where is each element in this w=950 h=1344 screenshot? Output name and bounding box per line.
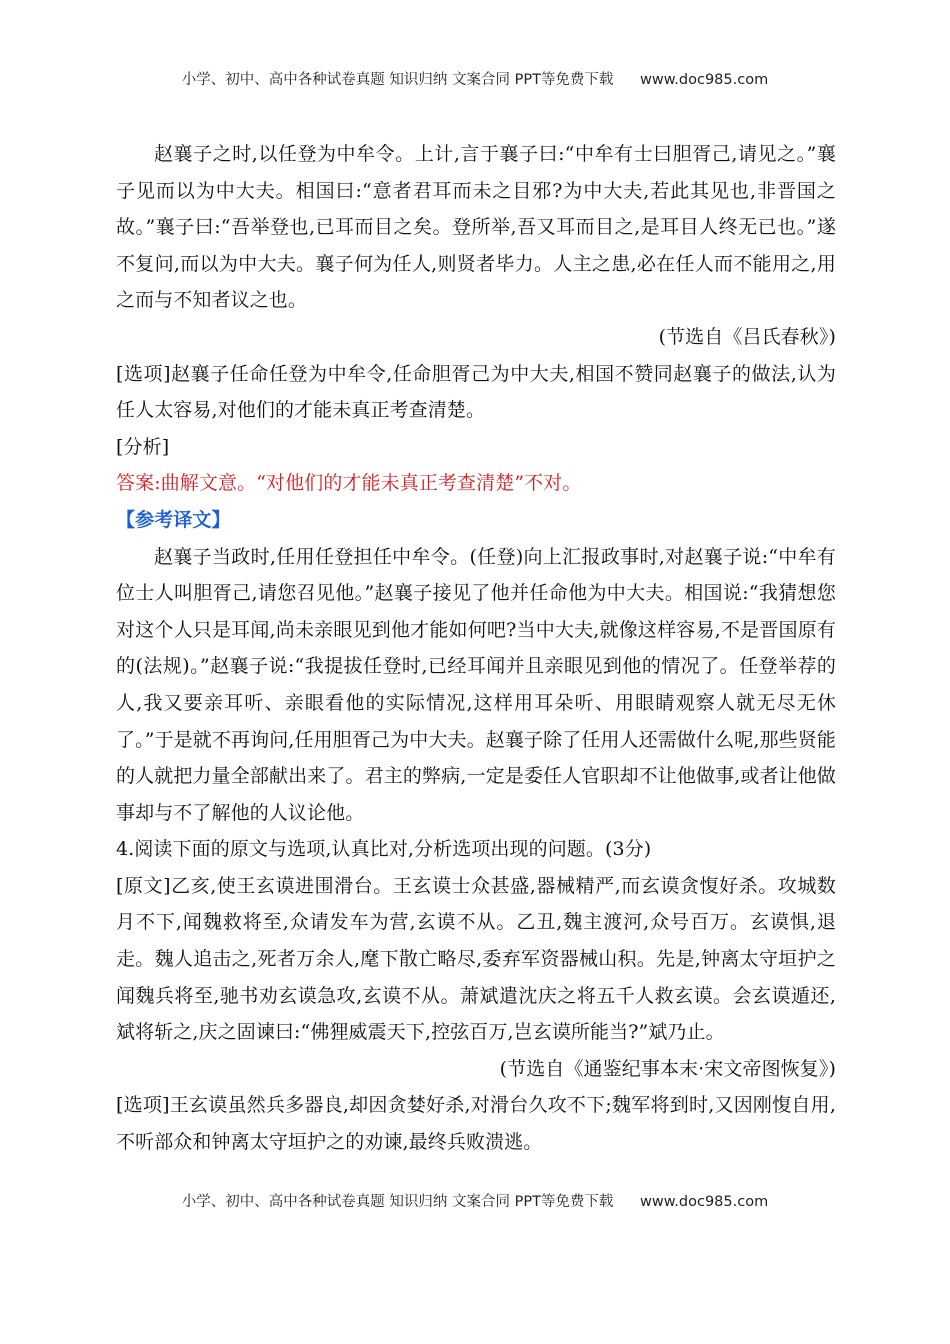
question-prompt: 4.阅读下面的原文与选项,认真比对,分析选项出现的问题。(3分) <box>116 838 652 861</box>
footer-text: 小学、初中、高中各种试卷真题 知识归纳 文案合同 PPT等免费下载 <box>181 1194 614 1210</box>
analysis-label: [分析] <box>116 435 170 458</box>
option-statement: [选项]赵襄子任命任登为中牟令,任命胆胥己为中大夫,相国不赞同赵襄子的做法,认为任人太容易,对他们的才能未真正考查清楚。 <box>116 362 836 422</box>
document-body <box>116 136 836 1161</box>
header-text: 小学、初中、高中各种试卷真题 知识归纳 文案合同 PPT等免费下载 <box>181 72 614 88</box>
footer-site-link[interactable]: www.doc985.com <box>640 1194 769 1210</box>
page-footer <box>0 1190 950 1211</box>
question-original-text: [原文]乙亥,使王玄谟进围滑台。王玄谟士众甚盛,器械精严,而玄谟贪愎好杀。攻城数月不下,闻魏救将至,众请发车为营,玄谟不从。乙丑,魏主渡河,众号百万。玄谟惧,退走。魏人追击之,死者万余人,麾下散亡略尽,委弃军资器械山积。先是,钟离太守垣护之闻魏兵将至,驰书劝玄谟急攻,玄谟不从。萧斌遣沈庆之将五千人救玄谟。会玄谟遁还,斌将斩之,庆之固谏曰:“佛狸威震天下,控弦百万,岂玄谟所能当?”斌乃止。 <box>116 874 836 1044</box>
page-header <box>0 68 950 89</box>
header-site-link[interactable]: www.doc985.com <box>640 72 769 88</box>
question-source: (节选自《通鉴纪事本末·宋文帝图恢复》) <box>499 1057 836 1080</box>
passage-original: 赵襄子之时,以任登为中牟令。上计,言于襄子曰:“中牟有士曰胆胥己,请见之。”襄子见而以为中大夫。相国曰:“意者君耳而未之目邪?为中大夫,若此其见也,非晋国之故。”襄子曰:“吾举登也,已耳而目之矣。登所举,吾又耳而目之,是耳目人终无已也。”遂不复问,而以为中大夫。襄子何为任人,则贤者毕力。人主之患,必在任人而不能用之,用之而与不知者议之也。 <box>116 143 836 312</box>
passage-source: (节选自《吕氏春秋》) <box>658 325 836 348</box>
question-option: [选项]王玄谟虽然兵多器良,却因贪婪好杀,对滑台久攻不下;魏军将到时,又因刚愎自用,不听部众和钟离太守垣护之的劝谏,最终兵败溃逃。 <box>116 1094 836 1154</box>
translation-text: 赵襄子当政时,任用任登担任中牟令。(任登)向上汇报政事时,对赵襄子说:“中牟有位士人叫胆胥己,请您召见他。”赵襄子接见了他并任命他为中大夫。相国说:“我猜想您对这个人只是耳闻,尚未亲眼见到他才能如何吧?当中大夫,就像这样容易,不是晋国原有的(法规)。”赵襄子说:“我提拔任登时,已经耳闻并且亲眼见到他的情况了。任登举荐的人,我又要亲耳听、亲眼看他的实际情况,这样用耳朵听、用眼睛观察人就无尽无休了。”于是就不再询问,任用胆胥己为中大夫。赵襄子除了任用人还需做什么呢,那些贤能的人就把力量全部献出来了。君主的弊病,一定是委任人官职却不让他做事,或者让他做事却与不了解他的人议论他。 <box>116 545 836 824</box>
translation-heading: 【参考译文】 <box>116 508 231 531</box>
answer-text: 答案:曲解文意。“对他们的才能未真正考查清楚”不对。 <box>116 472 582 495</box>
